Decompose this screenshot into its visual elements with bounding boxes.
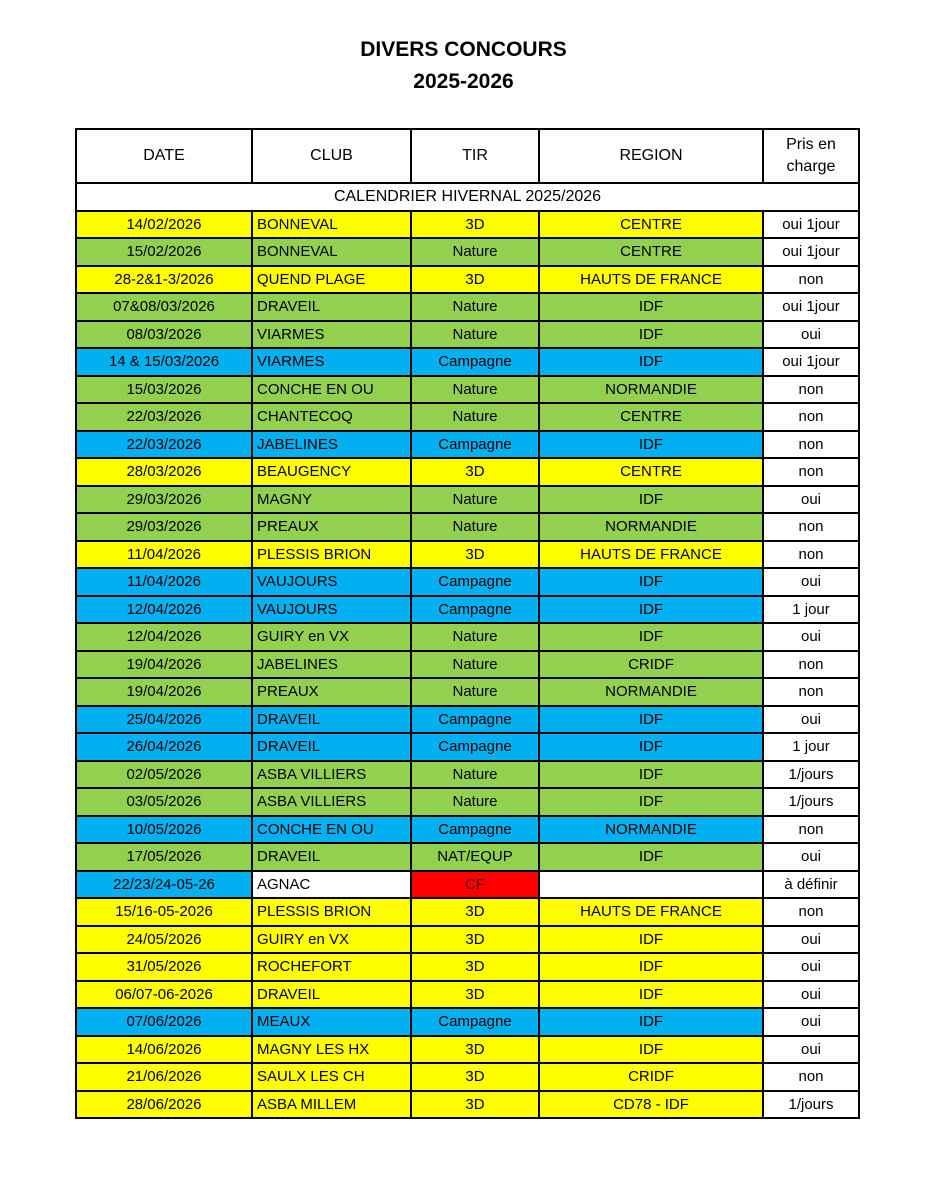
table-row bbox=[76, 678, 859, 706]
cell-region bbox=[539, 871, 763, 899]
cell-date: 19/04/2026 bbox=[76, 651, 252, 679]
cell-region: IDF bbox=[539, 843, 763, 871]
cell-region: NORMANDIE bbox=[539, 376, 763, 404]
table-row bbox=[76, 651, 859, 679]
cell-date: 15/02/2026 bbox=[76, 238, 252, 266]
cell-date: 02/05/2026 bbox=[76, 761, 252, 789]
cell-date: 15/16-05-2026 bbox=[76, 898, 252, 926]
cell-club: BONNEVAL bbox=[252, 238, 411, 266]
cell-club: DRAVEIL bbox=[252, 843, 411, 871]
cell-club: PLESSIS BRION bbox=[252, 541, 411, 569]
cell-date: 19/04/2026 bbox=[76, 678, 252, 706]
table-row bbox=[76, 898, 859, 926]
cell-club: DRAVEIL bbox=[252, 981, 411, 1009]
cell-date: 10/05/2026 bbox=[76, 816, 252, 844]
concours-table bbox=[75, 128, 860, 1119]
cell-club: MEAUX bbox=[252, 1008, 411, 1036]
col-header-pris-en-charge: Pris en charge bbox=[763, 129, 859, 183]
cell-region: CENTRE bbox=[539, 238, 763, 266]
title-line-2: 2025-2026 bbox=[413, 70, 514, 93]
cell-club: AGNAC bbox=[252, 871, 411, 899]
cell-region: IDF bbox=[539, 981, 763, 1009]
cell-tir: Campagne bbox=[411, 706, 539, 734]
cell-club: BONNEVAL bbox=[252, 211, 411, 239]
col-header-region: REGION bbox=[539, 129, 763, 183]
table-row bbox=[76, 266, 859, 294]
cell-tir: 3D bbox=[411, 458, 539, 486]
table-body bbox=[76, 183, 859, 1118]
cell-pris: oui 1jour bbox=[763, 348, 859, 376]
header-row bbox=[76, 129, 859, 183]
cell-date: 28-2&1-3/2026 bbox=[76, 266, 252, 294]
table-row bbox=[76, 403, 859, 431]
section-header-label: CALENDRIER HIVERNAL 2025/2026 bbox=[76, 183, 859, 211]
table-row bbox=[76, 431, 859, 459]
cell-region: CD78 - IDF bbox=[539, 1091, 763, 1119]
cell-date: 14/02/2026 bbox=[76, 211, 252, 239]
cell-region: CRIDF bbox=[539, 651, 763, 679]
table-row bbox=[76, 623, 859, 651]
table-row bbox=[76, 348, 859, 376]
cell-club: CONCHE EN OU bbox=[252, 376, 411, 404]
table-row bbox=[76, 211, 859, 239]
cell-pris: non bbox=[763, 898, 859, 926]
cell-region: IDF bbox=[539, 348, 763, 376]
cell-club: CHANTECOQ bbox=[252, 403, 411, 431]
table-row bbox=[76, 293, 859, 321]
cell-date: 07&08/03/2026 bbox=[76, 293, 252, 321]
cell-club: ASBA MILLEM bbox=[252, 1091, 411, 1119]
cell-tir: Nature bbox=[411, 678, 539, 706]
cell-club: VIARMES bbox=[252, 321, 411, 349]
cell-date: 22/23/24-05-26 bbox=[76, 871, 252, 899]
cell-pris: non bbox=[763, 376, 859, 404]
table-row bbox=[76, 761, 859, 789]
table-row bbox=[76, 816, 859, 844]
table-row bbox=[76, 1063, 859, 1091]
table-row bbox=[76, 953, 859, 981]
cell-tir: Campagne bbox=[411, 1008, 539, 1036]
cell-club: VAUJOURS bbox=[252, 568, 411, 596]
cell-region: HAUTS DE FRANCE bbox=[539, 266, 763, 294]
cell-pris: oui bbox=[763, 706, 859, 734]
cell-club: MAGNY bbox=[252, 486, 411, 514]
cell-tir: Campagne bbox=[411, 348, 539, 376]
cell-pris: à définir bbox=[763, 871, 859, 899]
table-row bbox=[76, 843, 859, 871]
cell-tir: Nature bbox=[411, 513, 539, 541]
table-row bbox=[76, 458, 859, 486]
col-header-club: CLUB bbox=[252, 129, 411, 183]
cell-region: IDF bbox=[539, 623, 763, 651]
cell-pris: oui bbox=[763, 568, 859, 596]
cell-pris: non bbox=[763, 458, 859, 486]
cell-pris: non bbox=[763, 1063, 859, 1091]
cell-club: GUIRY en VX bbox=[252, 623, 411, 651]
cell-pris: oui bbox=[763, 843, 859, 871]
cell-pris: 1/jours bbox=[763, 788, 859, 816]
cell-pris: oui bbox=[763, 623, 859, 651]
cell-pris: oui bbox=[763, 1008, 859, 1036]
cell-region: IDF bbox=[539, 1008, 763, 1036]
cell-region: IDF bbox=[539, 293, 763, 321]
cell-date: 11/04/2026 bbox=[76, 541, 252, 569]
cell-pris: oui bbox=[763, 1036, 859, 1064]
cell-date: 28/03/2026 bbox=[76, 458, 252, 486]
cell-region: IDF bbox=[539, 706, 763, 734]
table-row bbox=[76, 1008, 859, 1036]
cell-pris: non bbox=[763, 816, 859, 844]
cell-club: SAULX LES CH bbox=[252, 1063, 411, 1091]
cell-date: 03/05/2026 bbox=[76, 788, 252, 816]
cell-club: ASBA VILLIERS bbox=[252, 761, 411, 789]
cell-tir: Nature bbox=[411, 651, 539, 679]
cell-region: CRIDF bbox=[539, 1063, 763, 1091]
cell-tir: 3D bbox=[411, 211, 539, 239]
cell-pris: oui bbox=[763, 981, 859, 1009]
cell-date: 07/06/2026 bbox=[76, 1008, 252, 1036]
cell-tir: Nature bbox=[411, 293, 539, 321]
cell-pris: oui bbox=[763, 953, 859, 981]
cell-club: DRAVEIL bbox=[252, 733, 411, 761]
cell-date: 25/04/2026 bbox=[76, 706, 252, 734]
cell-region: CENTRE bbox=[539, 403, 763, 431]
cell-region: IDF bbox=[539, 1036, 763, 1064]
cell-pris: 1/jours bbox=[763, 1091, 859, 1119]
cell-pris: non bbox=[763, 431, 859, 459]
cell-tir: 3D bbox=[411, 1091, 539, 1119]
cell-tir: 3D bbox=[411, 953, 539, 981]
cell-club: QUEND PLAGE bbox=[252, 266, 411, 294]
cell-region: IDF bbox=[539, 431, 763, 459]
cell-club: DRAVEIL bbox=[252, 293, 411, 321]
table-row bbox=[76, 568, 859, 596]
cell-date: 12/04/2026 bbox=[76, 623, 252, 651]
table-row bbox=[76, 706, 859, 734]
cell-date: 26/04/2026 bbox=[76, 733, 252, 761]
cell-pris: oui 1jour bbox=[763, 238, 859, 266]
cell-club: PREAUX bbox=[252, 513, 411, 541]
cell-date: 11/04/2026 bbox=[76, 568, 252, 596]
cell-region: NORMANDIE bbox=[539, 678, 763, 706]
table-row bbox=[76, 513, 859, 541]
cell-tir: Nature bbox=[411, 321, 539, 349]
cell-tir: Nature bbox=[411, 403, 539, 431]
cell-tir: 3D bbox=[411, 1063, 539, 1091]
cell-tir: 3D bbox=[411, 898, 539, 926]
cell-region: IDF bbox=[539, 321, 763, 349]
cell-date: 28/06/2026 bbox=[76, 1091, 252, 1119]
cell-tir: Campagne bbox=[411, 816, 539, 844]
cell-tir: Campagne bbox=[411, 568, 539, 596]
cell-club: DRAVEIL bbox=[252, 706, 411, 734]
cell-club: GUIRY en VX bbox=[252, 926, 411, 954]
cell-region: IDF bbox=[539, 596, 763, 624]
cell-region: IDF bbox=[539, 788, 763, 816]
cell-pris: non bbox=[763, 541, 859, 569]
cell-region: CENTRE bbox=[539, 458, 763, 486]
cell-pris: oui bbox=[763, 926, 859, 954]
table-row bbox=[76, 238, 859, 266]
cell-club: VAUJOURS bbox=[252, 596, 411, 624]
cell-tir: 3D bbox=[411, 926, 539, 954]
cell-club: MAGNY LES HX bbox=[252, 1036, 411, 1064]
table-row bbox=[76, 376, 859, 404]
cell-date: 06/07-06-2026 bbox=[76, 981, 252, 1009]
cell-club: PLESSIS BRION bbox=[252, 898, 411, 926]
cell-region: NORMANDIE bbox=[539, 816, 763, 844]
cell-pris: 1 jour bbox=[763, 596, 859, 624]
cell-club: ROCHEFORT bbox=[252, 953, 411, 981]
cell-pris: oui bbox=[763, 321, 859, 349]
cell-date: 22/03/2026 bbox=[76, 403, 252, 431]
cell-tir: CF bbox=[411, 871, 539, 899]
cell-region: IDF bbox=[539, 568, 763, 596]
table-row bbox=[76, 788, 859, 816]
cell-region: IDF bbox=[539, 486, 763, 514]
cell-pris: non bbox=[763, 403, 859, 431]
cell-region: HAUTS DE FRANCE bbox=[539, 898, 763, 926]
cell-date: 15/03/2026 bbox=[76, 376, 252, 404]
cell-date: 29/03/2026 bbox=[76, 486, 252, 514]
col-header-tir: TIR bbox=[411, 129, 539, 183]
table-row bbox=[76, 321, 859, 349]
cell-tir: Nature bbox=[411, 623, 539, 651]
cell-date: 29/03/2026 bbox=[76, 513, 252, 541]
table-row bbox=[76, 871, 859, 899]
page-title bbox=[0, 34, 927, 98]
cell-tir: NAT/EQUP bbox=[411, 843, 539, 871]
table-row bbox=[76, 733, 859, 761]
cell-region: IDF bbox=[539, 761, 763, 789]
cell-region: HAUTS DE FRANCE bbox=[539, 541, 763, 569]
cell-date: 24/05/2026 bbox=[76, 926, 252, 954]
table-row bbox=[76, 541, 859, 569]
cell-date: 22/03/2026 bbox=[76, 431, 252, 459]
table-row bbox=[76, 596, 859, 624]
cell-date: 12/04/2026 bbox=[76, 596, 252, 624]
cell-region: CENTRE bbox=[539, 211, 763, 239]
cell-tir: 3D bbox=[411, 981, 539, 1009]
cell-region: IDF bbox=[539, 953, 763, 981]
table-row bbox=[76, 1091, 859, 1119]
cell-date: 08/03/2026 bbox=[76, 321, 252, 349]
cell-tir: 3D bbox=[411, 541, 539, 569]
cell-tir: 3D bbox=[411, 1036, 539, 1064]
cell-club: VIARMES bbox=[252, 348, 411, 376]
cell-pris: non bbox=[763, 678, 859, 706]
cell-tir: Nature bbox=[411, 788, 539, 816]
cell-tir: Campagne bbox=[411, 596, 539, 624]
cell-pris: non bbox=[763, 266, 859, 294]
cell-date: 21/06/2026 bbox=[76, 1063, 252, 1091]
cell-pris: non bbox=[763, 651, 859, 679]
cell-region: IDF bbox=[539, 733, 763, 761]
cell-date: 14/06/2026 bbox=[76, 1036, 252, 1064]
title-line-1: DIVERS CONCOURS bbox=[360, 38, 567, 61]
cell-club: ASBA VILLIERS bbox=[252, 788, 411, 816]
cell-pris: 1 jour bbox=[763, 733, 859, 761]
cell-tir: Nature bbox=[411, 761, 539, 789]
cell-club: CONCHE EN OU bbox=[252, 816, 411, 844]
cell-pris: 1/jours bbox=[763, 761, 859, 789]
table-row bbox=[76, 486, 859, 514]
cell-pris: oui 1jour bbox=[763, 293, 859, 321]
cell-club: JABELINES bbox=[252, 431, 411, 459]
table-row bbox=[76, 926, 859, 954]
cell-date: 17/05/2026 bbox=[76, 843, 252, 871]
cell-region: IDF bbox=[539, 926, 763, 954]
cell-tir: 3D bbox=[411, 266, 539, 294]
cell-pris: oui 1jour bbox=[763, 211, 859, 239]
cell-date: 31/05/2026 bbox=[76, 953, 252, 981]
section-header-row bbox=[76, 183, 859, 211]
cell-club: JABELINES bbox=[252, 651, 411, 679]
cell-tir: Nature bbox=[411, 376, 539, 404]
col-header-date: DATE bbox=[76, 129, 252, 183]
table-row bbox=[76, 1036, 859, 1064]
cell-region: NORMANDIE bbox=[539, 513, 763, 541]
cell-pris: oui bbox=[763, 486, 859, 514]
cell-club: PREAUX bbox=[252, 678, 411, 706]
cell-tir: Campagne bbox=[411, 431, 539, 459]
cell-date: 14 & 15/03/2026 bbox=[76, 348, 252, 376]
cell-tir: Nature bbox=[411, 238, 539, 266]
cell-tir: Campagne bbox=[411, 733, 539, 761]
cell-pris: non bbox=[763, 513, 859, 541]
cell-club: BEAUGENCY bbox=[252, 458, 411, 486]
cell-tir: Nature bbox=[411, 486, 539, 514]
table-row bbox=[76, 981, 859, 1009]
